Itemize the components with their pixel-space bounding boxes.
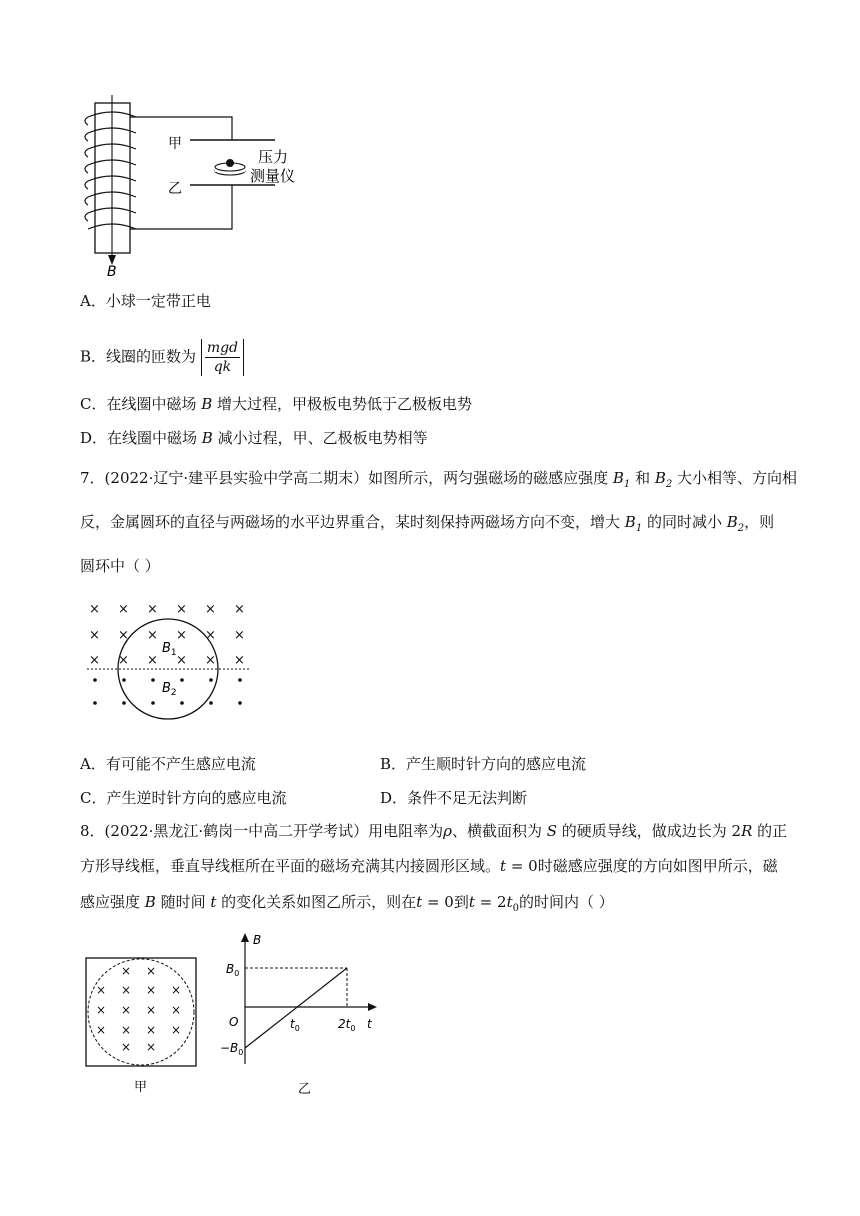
q8-text-3end: 的时间内（ ） [518, 893, 614, 911]
t-axis-arrow [368, 1003, 377, 1011]
q7-text-2c: ，则 [744, 513, 775, 531]
label-B: B [107, 264, 117, 280]
b-axis-arrow [241, 933, 249, 942]
cross-marks-jia [96, 964, 181, 1054]
q7-line-1 [80, 468, 797, 495]
q7-option-d: D．条件不足无法判断 [380, 789, 528, 807]
q8-text-3a: 感应强度 [80, 893, 145, 911]
pressure-gauge-icon [215, 160, 245, 176]
svg-text:×: × [146, 1040, 157, 1054]
svg-text:×: × [234, 628, 245, 643]
q8-t-start: t [416, 893, 423, 911]
q7-text-2b: 的同时减小 [642, 513, 727, 531]
caption-jia: 甲 [134, 1080, 148, 1095]
q8-t-end: t [468, 893, 475, 911]
q7-line-2 [80, 512, 774, 539]
svg-text:×: × [121, 1023, 132, 1037]
svg-text:×: × [121, 983, 132, 997]
turns-fraction [201, 339, 244, 376]
tick-b0: $B_0$ [226, 962, 240, 978]
axis-label-B: B [253, 933, 262, 947]
graph-line [245, 968, 347, 1048]
q8-eq0: = 0 [422, 893, 454, 911]
svg-text:×: × [118, 628, 129, 643]
caption-yi: 乙 [298, 1082, 312, 1097]
q6-option-a: A．小球一定带正电 [80, 292, 211, 310]
cross-marks [89, 602, 245, 668]
q8-text-3c: 的变化关系如图乙所示，则在 [216, 893, 417, 911]
q8-text-3b: 随时间 [155, 893, 211, 911]
svg-text:×: × [121, 964, 132, 978]
q8-t0-sub: 0 [512, 903, 519, 914]
q8-t-var-2: t [210, 893, 217, 911]
q7-text-1c: 大小相等、方向相 [672, 469, 798, 487]
q8-line-3 [80, 892, 614, 919]
q8-text-1c: 的硬质导线，做成边长为 2 [557, 822, 742, 840]
tick-neg-b0: $-B_0$ [220, 1041, 244, 1057]
svg-text:×: × [205, 602, 216, 617]
q6-c-var: B [201, 395, 213, 413]
frame-figure-jia [83, 955, 203, 1095]
label-jia: 甲 [168, 136, 182, 152]
q8-text-1b: 、横截面积为 [451, 822, 547, 840]
ring-field-figure [85, 596, 260, 721]
svg-text:×: × [234, 602, 245, 617]
svg-text:×: × [121, 1003, 132, 1017]
fraction-numerator: mgd [206, 340, 239, 356]
svg-text:×: × [96, 1023, 107, 1037]
q6-d-var: B [201, 429, 213, 447]
svg-text:×: × [171, 1023, 182, 1037]
svg-text:×: × [147, 653, 158, 668]
q7-option-c: C．产生逆时针方向的感应电流 [80, 789, 287, 807]
svg-text:×: × [146, 1023, 157, 1037]
q8-r: R [741, 822, 753, 840]
q8-text-2a: 方形导线框，垂直导线框所在平面的磁场充满其内接圆形区域。 [80, 857, 501, 875]
svg-text:×: × [147, 628, 158, 643]
q8-eq1: = 2 [474, 893, 507, 911]
device-label-2: 测量仪 [250, 167, 296, 185]
tick-t0: $t_0$ [290, 1017, 300, 1033]
svg-text:×: × [147, 602, 158, 617]
bt-graph-yi [220, 930, 390, 1100]
svg-text:×: × [176, 628, 187, 643]
q7-option-a: A．有可能不产生感应电流 [80, 755, 256, 773]
q6-d-post: 减小过程，甲、乙极板电势相等 [212, 429, 428, 447]
q7-text-1a: 7．(2022·辽宁·建平县实验中学高二期末）如图所示，两匀强磁场的磁感应强度 [80, 469, 613, 487]
svg-text:×: × [171, 983, 182, 997]
coil-turns [85, 112, 136, 229]
q8-to: 到 [453, 893, 469, 911]
q7-b1-b: $B_1$ [624, 513, 643, 534]
tick-2t0: $2t_0$ [338, 1017, 356, 1033]
svg-text:×: × [89, 628, 100, 643]
svg-text:×: × [118, 653, 129, 668]
q8-text-1d: 的正 [752, 822, 788, 840]
solenoid-figure [80, 95, 320, 280]
fraction-denominator: qk [213, 359, 232, 375]
q8-eq-zero: = 0 [506, 857, 538, 875]
svg-text:×: × [205, 628, 216, 643]
q6-option-d [80, 428, 428, 448]
svg-text:×: × [146, 983, 157, 997]
q8-line-1 [80, 821, 787, 841]
q6-option-b-text: B．线圈的匝数为 [80, 347, 197, 366]
q8-rho: ρ [443, 822, 452, 840]
svg-text:×: × [234, 653, 245, 668]
q8-t-var: t [500, 857, 507, 875]
svg-text:×: × [89, 602, 100, 617]
q6-option-b [80, 339, 244, 376]
svg-text:×: × [176, 653, 187, 668]
svg-text:×: × [205, 653, 216, 668]
svg-text:×: × [89, 653, 100, 668]
origin-label: O [229, 1015, 239, 1029]
svg-text:×: × [96, 1003, 107, 1017]
q7-option-b: B．产生顺时针方向的感应电流 [380, 755, 587, 773]
q6-d-pre: D．在线圈中磁场 [80, 429, 202, 447]
q6-c-pre: C．在线圈中磁场 [80, 395, 202, 413]
axis-label-t: t [367, 1017, 372, 1031]
svg-text:×: × [146, 964, 157, 978]
q6-option-c [80, 394, 472, 414]
q7-b2-b: $B_2$ [726, 513, 745, 534]
q7-b1-a: $B_1$ [612, 469, 631, 490]
q7-text-1b: 和 [630, 469, 655, 487]
q8-s: S [546, 822, 557, 840]
q8-text-1a: 8．(2022·黑龙江·鹤岗一中高二开学考试）用电阻率为 [80, 822, 444, 840]
svg-text:×: × [121, 1040, 132, 1054]
svg-text:×: × [96, 983, 107, 997]
q8-b-var: B [144, 893, 156, 911]
q7-b2-a: $B_2$ [654, 469, 673, 490]
q7-text-2a: 反，金属圆环的直径与两磁场的水平边界重合，某时刻保持两磁场方向不变，增大 [80, 513, 625, 531]
q8-text-2b: 时磁感应强度的方向如图甲所示，磁 [537, 857, 778, 875]
label-b1: $B_1$ [162, 641, 177, 658]
svg-text:×: × [118, 602, 129, 617]
svg-text:×: × [171, 1003, 182, 1017]
q7-line-3: 圆环中（ ） [80, 557, 160, 575]
q8-t0-var: t [506, 893, 513, 911]
q6-c-post: 增大过程，甲极板电势低于乙极板电势 [212, 395, 473, 413]
device-label-1: 压力 [258, 148, 289, 166]
svg-text:×: × [146, 1003, 157, 1017]
svg-text:×: × [176, 602, 187, 617]
q8-line-2 [80, 856, 778, 876]
label-yi: 乙 [168, 181, 182, 197]
label-b2: $B_2$ [162, 681, 177, 698]
